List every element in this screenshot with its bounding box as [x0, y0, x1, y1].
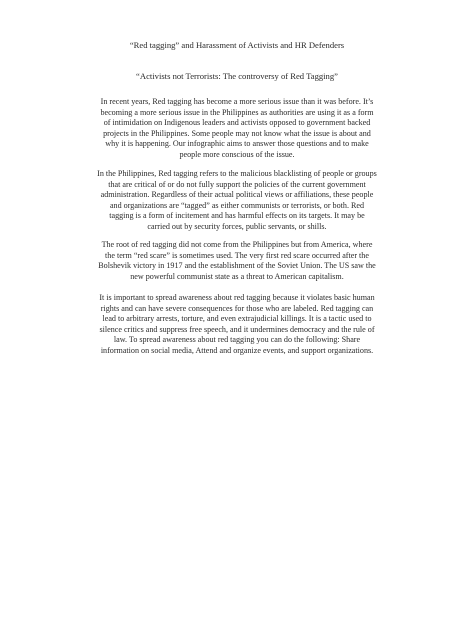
paragraph-line: of intimidation on Indigenous leaders and activists opposed to government backed: [103, 118, 371, 128]
document-subtitle: “Activists not Terrorists: The controversy of Red Tagging”: [136, 71, 338, 81]
paragraph-line: projects in the Philippines. Some people may not know what the issue is about and: [103, 128, 371, 138]
paragraph-line: new powerful communist state as a threat to American capitalism.: [130, 271, 344, 281]
paragraph-line: and organizations are “tagged” as either communists or terrorists, or both. Red: [109, 200, 365, 210]
paragraph-line: why it is happening. Our infographic aims to answer those questions and to make: [105, 139, 369, 149]
paragraph-line: people more conscious of the issue.: [179, 149, 295, 159]
paragraph-intro: [66, 97, 408, 160]
paragraph-line: that are critical of or do not fully support the policies of the current government: [108, 179, 366, 189]
paragraph-awareness: [66, 293, 408, 356]
paragraph-history: [66, 240, 408, 282]
paragraph-line: administration. Regardless of their actual political views or affiliations, these people: [100, 190, 374, 200]
paragraph-line: tagging is a form of incitement and has harmful effects on its targets. It may be: [109, 211, 365, 221]
paragraph-line: In recent years, Red tagging has become a more serious issue than it was before. It’s: [100, 97, 374, 106]
paragraph-line: carried out by security forces, public servants, or shills.: [147, 221, 327, 231]
paragraph-definition: [66, 169, 408, 232]
paragraph-line: In the Philippines, Red tagging refers to the malicious blacklisting of people or groups: [97, 169, 377, 178]
paragraph-line: Bolshevik victory in 1917 and the establishment of the Soviet Union. The US saw the: [98, 261, 376, 271]
paragraph-line: information on social media, Attend and organize events, and support organizations.: [100, 345, 374, 355]
paragraph-line: rights and can have severe consequences for those who are labeled. Red tagging can: [100, 303, 374, 313]
paragraph-line: law. To spread awareness about red tagging you can do the following: Share: [113, 335, 361, 345]
paragraph-line: becoming a more serious issue in the Philippines as authorities are using it as a form: [100, 107, 374, 117]
paragraph-line: the term “red scare” is sometimes used. The very first red scare occurred after the: [105, 250, 369, 260]
paragraph-line: The root of red tagging did not come from the Philippines but from America, where: [101, 240, 373, 249]
document-title: “Red tagging” and Harassment of Activists and HR Defenders: [129, 40, 345, 50]
paragraph-line: lead to arbitrary arrests, torture, and even extrajudicial killings. It is a tactic used to: [102, 314, 372, 324]
paragraph-line: silence critics and suppress free speech, and it undermines democracy and the rule of: [99, 324, 375, 334]
paragraph-line: It is important to spread awareness about red tagging because it violates basic human: [99, 293, 375, 302]
